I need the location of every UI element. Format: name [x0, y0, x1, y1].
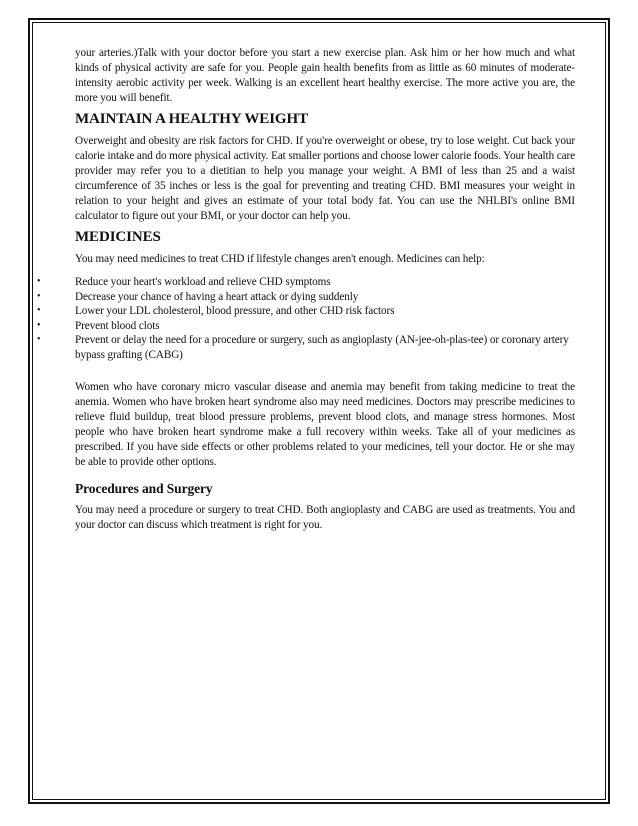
list-item: • Prevent or delay the need for a procedure or surgery, such as angioplasty (AN-jee-oh-plas-tee) or coronary artery bypass grafting (CABG)	[37, 334, 569, 361]
bullet-icon: •	[37, 290, 41, 302]
intro-paragraph: your arteries.)Talk with your doctor before you start a new exercise plan. Ask him or her how much and what kinds of physical activity are safe for you. People gain health benefits from as little as 60 minutes of moderate-intensity aerobic activity per week. Walking is an excellent heart healthy exercise. The more active you are, the more you will benefit.	[75, 47, 575, 104]
bullet-icon: •	[37, 334, 41, 345]
heading-healthy-weight: MAINTAIN A HEALTHY WEIGHT	[75, 111, 308, 127]
medicines-intro: You may need medicines to treat CHD if lifestyle changes aren't enough. Medicines can help:	[75, 253, 485, 265]
heading-procedures-surgery: Procedures and Surgery	[75, 481, 213, 496]
weight-paragraph: Overweight and obesity are risk factors for CHD. If you're overweight or obese, try to lose weight. Cut back your calorie intake and do more physical activity. Eat smaller portions and choose lower calorie foods. Your health care provider may refer you to a dietitian to help you manage your weight. A BMI of less than 25 and a waist circumference of 35 inches or less is the goal for preventing and treating CHD. BMI measures your weight in relation to your height and gives an estimate of your total body fat. You can use the NHLBI's online BMI calculator to figure out your BMI, or your doctor can help you.	[75, 135, 575, 222]
list-item: • Reduce your heart's workload and relieve CHD symptoms	[37, 276, 331, 288]
heading-medicines: MEDICINES	[75, 229, 161, 245]
list-item: • Lower your LDL cholesterol, blood pressure, and other CHD risk factors	[37, 305, 395, 317]
medicines-bullet-list	[35, 275, 575, 362]
women-medicines-paragraph: Women who have coronary micro vascular disease and anemia may benefit from taking medicine to treat the anemia. Women who have broken heart syndrome also may need medicines. Doctors may prescribe medicines to relieve fluid buildup, treat blood pressure problems, prevent blood clots, and manage stress hormones. Most people who have broken heart syndrome make a full recovery within weeks. Take all of your medicines as prescribed. If you have side effects or other problems related to your medicines, tell your doctor. He or she may be able to provide other options.	[75, 381, 575, 468]
document-body	[37, 46, 575, 537]
procedures-paragraph: You may need a procedure or surgery to treat CHD. Both angioplasty and CABG are used as treatments. You and your doctor can discuss which treatment is right for you.	[75, 504, 575, 531]
bullet-icon: •	[37, 319, 41, 331]
bullet-icon: •	[37, 305, 41, 316]
list-item: • Prevent blood clots	[37, 319, 160, 332]
bullet-icon: •	[37, 276, 41, 287]
list-item: • Decrease your chance of having a heart attack or dying suddenly	[37, 290, 359, 303]
